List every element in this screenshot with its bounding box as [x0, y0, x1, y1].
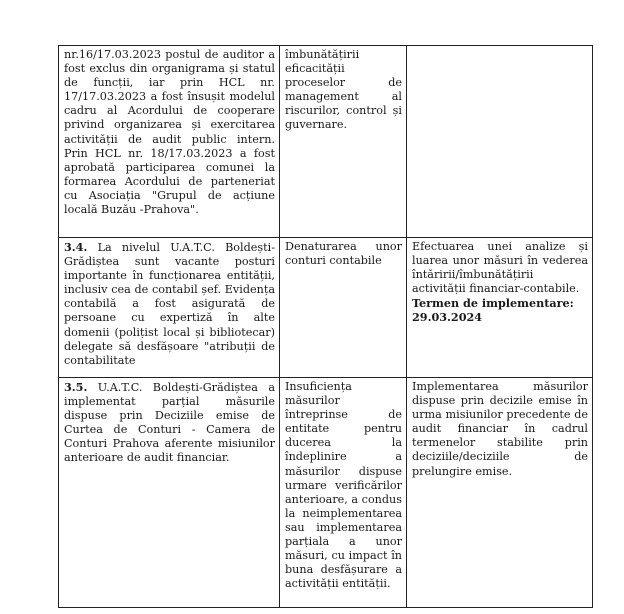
risk-cell	[280, 238, 407, 378]
risk-cell	[280, 46, 407, 238]
finding-cell	[59, 238, 280, 378]
table-row	[59, 378, 593, 608]
finding-text-wrap	[64, 380, 275, 466]
risk-text: Denaturarea unor conturi contabile	[285, 240, 402, 268]
recommendation-text: Efectuarea unei analize și luarea unor măsuri în vederea întăririi/îmbunătățirii activității financiar-contabile.	[412, 240, 588, 296]
table-row	[59, 238, 593, 378]
finding-number: 3.5.	[64, 380, 88, 394]
findings-table	[58, 45, 593, 608]
finding-text: nr.16/17.03.2023 postul de auditor a fost exclus din organigrama și statul de funcții, iar prin HCL nr. 17/17.03.2023 a fost însușit modelul cadru al Acordului de cooperare privind organizarea și exercitarea activității de audit public intern. Prin HCL nr. 18/17.03.2023 a fost aprobată participarea comunei la formarea Acordului de parteneriat cu Asociația "Grupul de acțiune locală Buzău -Prahova".	[64, 48, 275, 217]
finding-cell	[59, 378, 280, 608]
risk-text: îmbunătățirii eficacității proceselor de management al riscurilor, control și guvernare.	[285, 48, 402, 132]
table-row	[59, 46, 593, 238]
recommendation-text: Implementarea măsurilor dispuse prin decizile emise în urma misiunilor precedente de audit financiar în cadrul termenelor stabilite prin deciziile/deciziile de prelungire emise.	[412, 380, 588, 478]
finding-text: U.A.T.C. Boldești-Grădiștea a implementat parțial măsurile dispuse prin Deciziile emise de Curtea de Conturi - Camera de Conturi Prahova aferente misiunilor anterioare de audit financiar.	[64, 381, 275, 465]
risk-text: Insuficiența măsurilor întreprinse de entitate pentru ducerea la îndeplinire a măsurilor dispuse urmare verificărilor anterioare, a condus la neimplementarea sau implementarea parțiala a unor măsuri, cu impact în buna desfășurare a activității entității.	[285, 380, 402, 591]
implementation-deadline: Termen de implementare: 29.03.2024	[412, 296, 574, 325]
finding-cell	[59, 46, 280, 238]
recommendation-cell	[407, 238, 593, 378]
recommendation-cell	[407, 46, 593, 238]
risk-cell	[280, 378, 407, 608]
finding-text: La nivelul U.A.T.C. Boldești-Grădiștea sunt vacante posturi importante în funcționarea entității, inclusiv cea de contabil șef. Evidența contabilă a fost asigurată de persoane cu expertiză în alte domenii (polițist local și bibliotecar) delegate să desfășoare "atribuții de contabilitate	[64, 241, 275, 367]
recommendation-cell	[407, 378, 593, 608]
finding-number: 3.4.	[64, 240, 88, 254]
finding-text-wrap	[64, 240, 275, 368]
